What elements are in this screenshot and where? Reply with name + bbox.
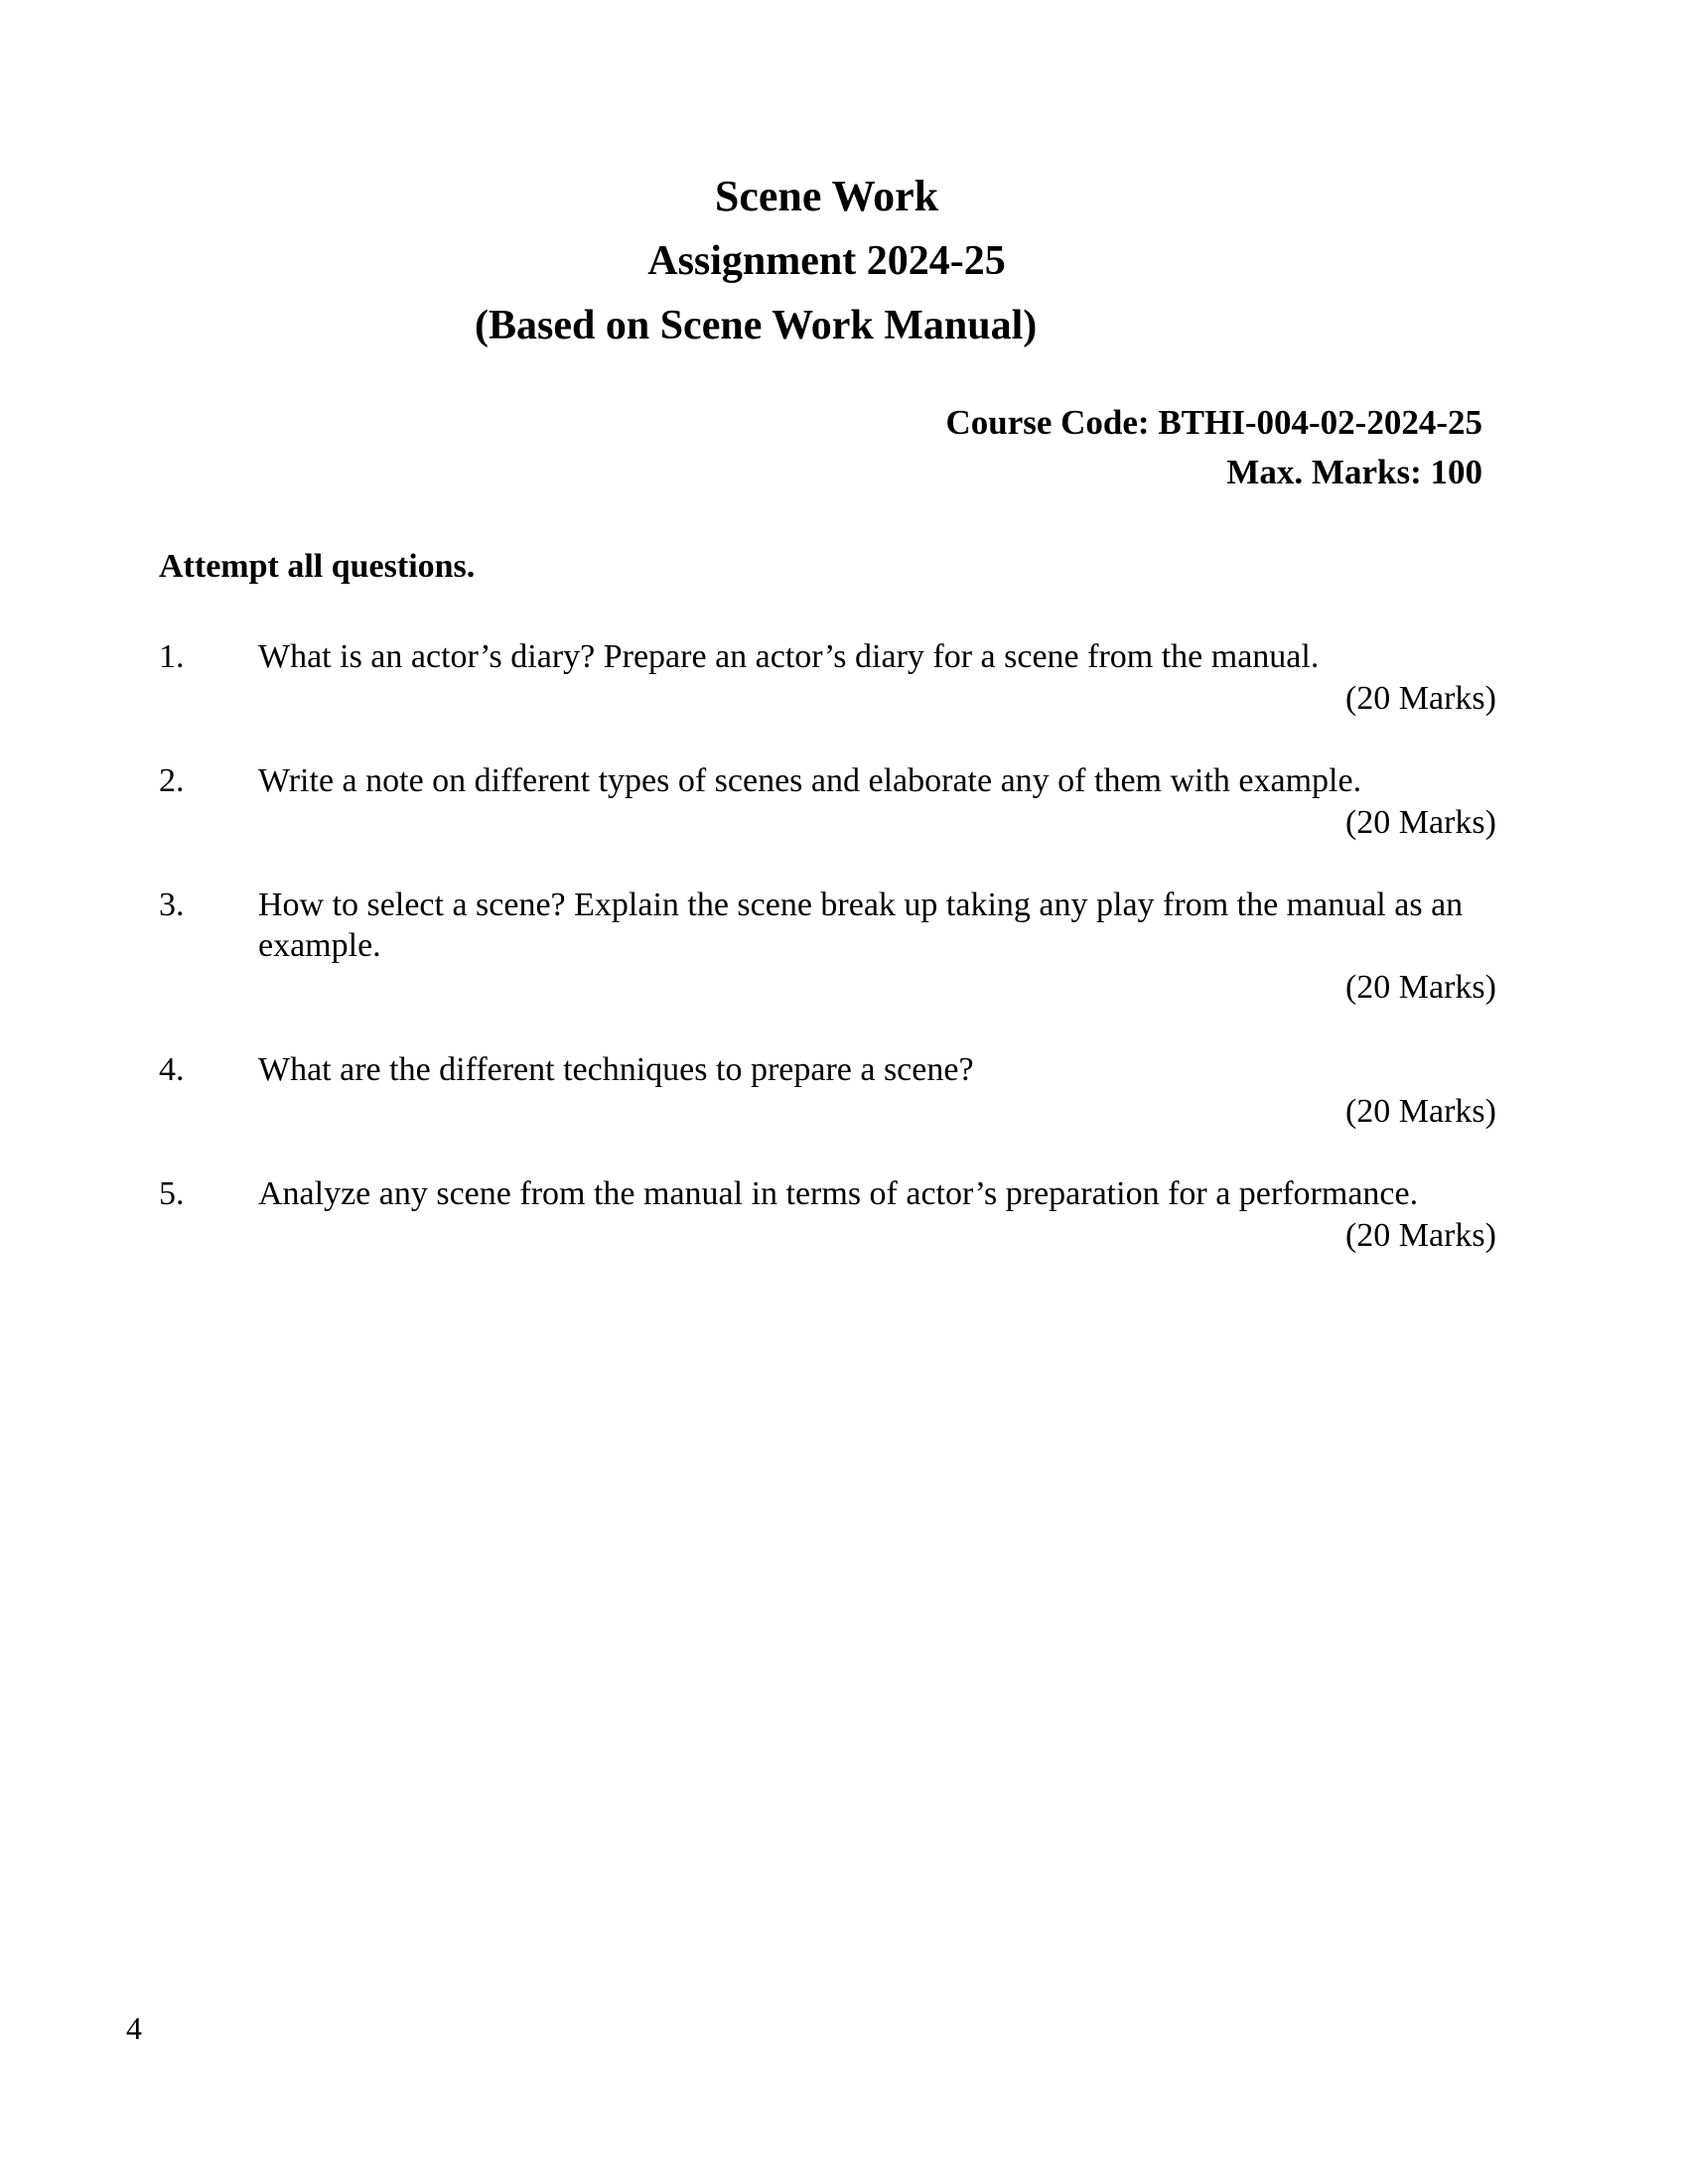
question-text: How to select a scene? Explain the scene break up taking any play from the manual as an example. bbox=[258, 887, 1464, 964]
page-number: 4 bbox=[126, 2010, 142, 2046]
max-marks: Max. Marks: 100 bbox=[1226, 453, 1482, 491]
question-number: 2. bbox=[159, 762, 185, 799]
question-marks: (20 Marks) bbox=[1344, 804, 1496, 841]
question-marks: (20 Marks) bbox=[1344, 1093, 1496, 1130]
question-number: 4. bbox=[159, 1051, 185, 1088]
question-marks: (20 Marks) bbox=[1344, 1217, 1496, 1254]
assignment-year: Assignment 2024-25 bbox=[647, 238, 1006, 284]
question-marks: (20 Marks) bbox=[1344, 680, 1496, 717]
question-text: Write a note on different types of scenes and elaborate any of them with example. bbox=[258, 762, 1362, 799]
question-text: What are the different techniques to prepare a scene? bbox=[258, 1051, 974, 1088]
question-number: 3. bbox=[159, 887, 185, 923]
instruction-text: Attempt all questions. bbox=[159, 548, 476, 585]
question-number: 5. bbox=[159, 1175, 185, 1212]
manual-basis: (Based on Scene Work Manual) bbox=[475, 303, 1038, 348]
question-text: Analyze any scene from the manual in terms of actor’s preparation for a performance. bbox=[258, 1175, 1419, 1212]
question-text: What is an actor’s diary? Prepare an actor’s diary for a scene from the manual. bbox=[258, 638, 1320, 675]
question-number: 1. bbox=[159, 638, 185, 675]
question-marks: (20 Marks) bbox=[1344, 969, 1496, 1006]
document-title: Scene Work bbox=[714, 172, 939, 220]
course-code: Course Code: BTHI-004-02-2024-25 bbox=[945, 403, 1482, 442]
